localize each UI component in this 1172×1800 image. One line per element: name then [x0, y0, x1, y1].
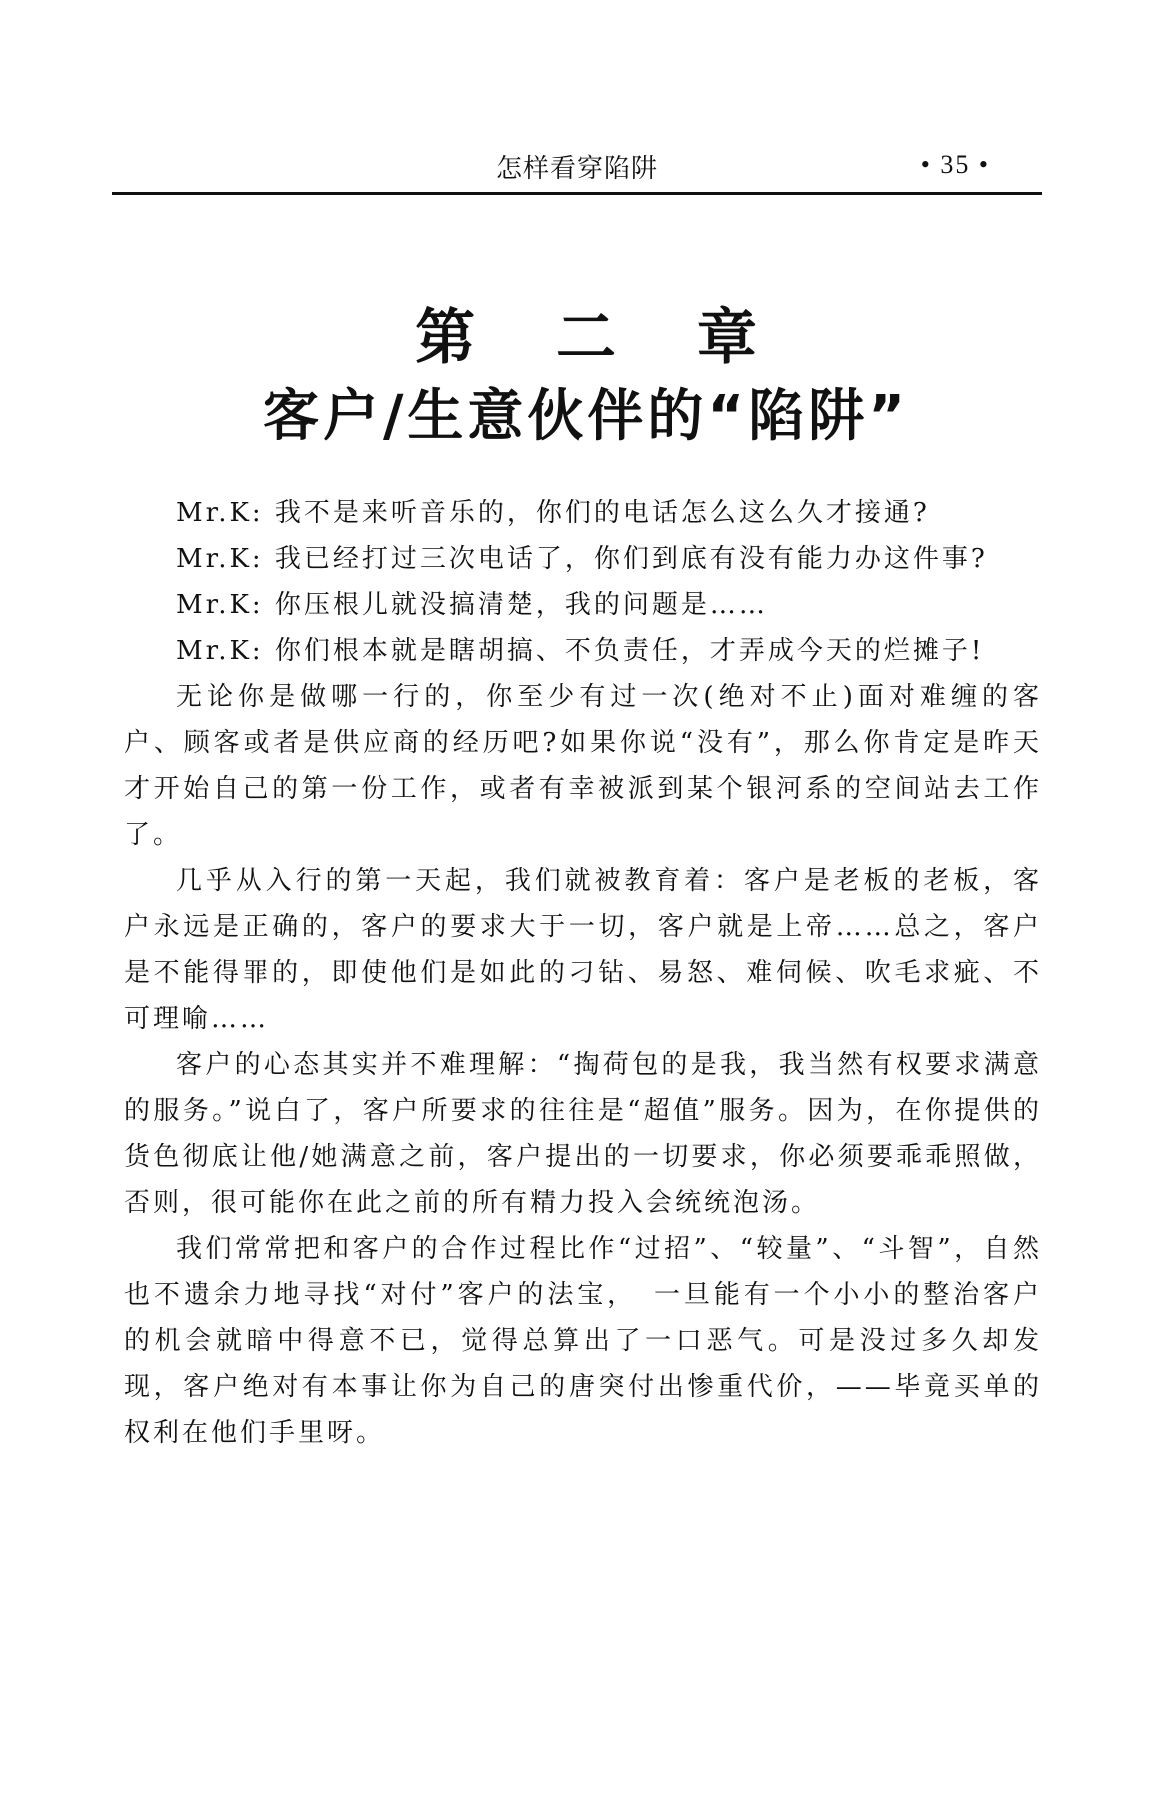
body-text: [124, 490, 1042, 1456]
dialogue-line: Mr.K: 我不是来听音乐的，你们的电话怎么这么久才接通?: [176, 498, 930, 528]
page-number: • 35 •: [920, 150, 990, 179]
dialogue-line: Mr.K: 你压根儿就没搞清楚，我的问题是……: [176, 590, 768, 620]
page-header: [112, 140, 1042, 195]
body-paragraph: 无论你是做哪一行的，你至少有过一次(绝对不止)面对难缠的客户、顾客或者是供应商的经历吧?如果你说“没有”，那么你肯定是昨天才开始自己的第一份工作，或者有幸被派到某个银河系的空间站去工作了。: [124, 682, 1042, 850]
running-title: 怎样看穿陷阱: [495, 154, 658, 184]
body-paragraph: 我们常常把和客户的合作过程比作“过招”、“较量”、“斗智”，自然也不遗余力地寻找“对付”客户的法宝， 一旦能有一个小小的整治客户的机会就暗中得意不已，觉得总算出了一口恶气。可是没过多久却发现，客户绝对有本事让你为自己的唐突付出惨重代价，——毕竟买单的权利在他们手里呀。: [124, 1234, 1042, 1448]
dialogue-line: Mr.K: 我已经打过三次电话了，你们到底有没有能力办这件事?: [176, 544, 988, 574]
chapter-label: 第 二 章: [415, 303, 787, 373]
body-paragraph: 几乎从入行的第一天起，我们就被教育着：客户是老板的老板，客户永远是正确的，客户的要求大于一切，客户就是上帝……总之，客户是不能得罪的，即使他们是如此的刁钻、易怒、难伺候、吹毛求疵、不可理喻……: [124, 866, 1042, 1034]
chapter-title: 客户/生意伙伴的“陷阱”: [262, 384, 910, 449]
body-paragraph: 客户的心态其实并不难理解：“掏荷包的是我，我当然有权要求满意的服务。”说白了，客户所要求的往往是“超值”服务。因为，在你提供的货色彻底让他/她满意之前，客户提出的一切要求，你必须要乖乖照做，否则，很可能你在此之前的所有精力投入会统统泡汤。: [124, 1050, 1042, 1218]
dialogue-line: Mr.K: 你们根本就是瞎胡搞、不负责任，才弄成今天的烂摊子!: [176, 636, 985, 666]
